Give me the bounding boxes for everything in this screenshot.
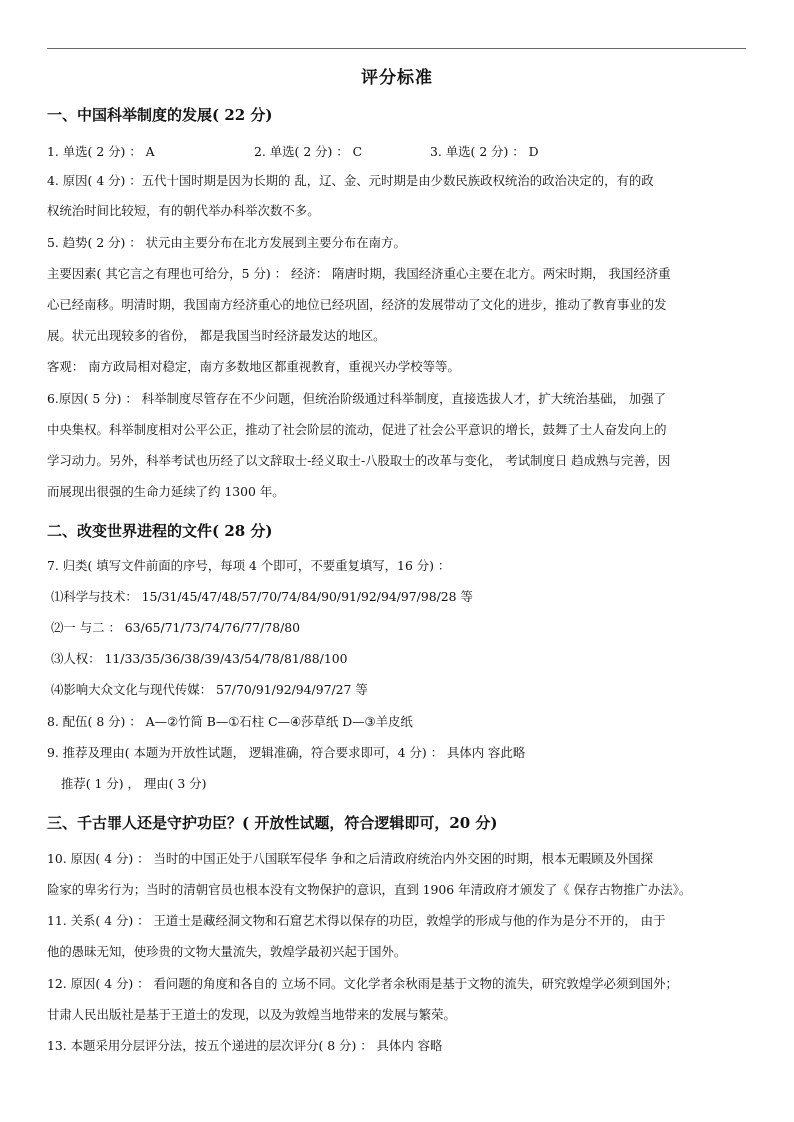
answer-q6-line2: 中央集权。科举制度相对公平公正，推动了社会阶层的流动，促进了社会公平意识的增长，鼓舞了士人奋发向上的 [47, 422, 667, 437]
answer-q11-line1: 11. 关系( 4 分) ： 王道士是藏经洞文物和石窟艺术得以保存的功臣，敦煌学的形成与他的作为是分不开的， 由于 [47, 913, 666, 928]
answer-q10-line2: 险家的卑劣行为；当时的清朝官员也根本没有文物保护的意识，直到 1906 年清政府才颁发了《 保存古物推广办法》。 [47, 882, 692, 897]
section-heading-1: 一、中国科举制度的发展( 22 分) [47, 106, 273, 124]
answer-q10-line1: 10. 原因( 4 分) ： 当时的中国正处于八国联军侵华 争和之后清政府统治内外交困的时期，根本无暇顾及外国探 [47, 851, 654, 866]
page-title: 评分标准 [361, 68, 433, 88]
answer-q8: 8. 配伍( 8 分) ： A—②竹简 B—①石柱 C—④莎草纸 D—③羊皮纸 [47, 714, 413, 729]
answer-q4-line2: 权统治时间比较短，有的朝代举办科举次数不多。 [47, 203, 320, 218]
section-heading-2: 二、改变世界进程的文件( 28 分) [47, 522, 273, 540]
answer-q5-factors-line2: 心已经南移。明清时期，我国南方经济重心的地位已经巩固，经济的发展带动了文化的进步，推动了教育事业的发 [47, 297, 667, 312]
answer-q11-line2: 他的愚昧无知，使珍贵的文物大量流失，敦煌学最初兴起于国外。 [47, 944, 407, 959]
answer-q2: 2. 单选( 2 分) ： C [254, 144, 363, 159]
answer-q13: 13. 本题采用分层评分法，按五个递进的层次评分( 8 分) ： 具体内 容略 [47, 1038, 443, 1053]
answer-q9: 9. 推荐及理由( 本题为开放性试题， 逻辑准确，符合要求即可，4 分) ： 具体内 容此略 [47, 745, 526, 760]
section-heading-3: 三、千古罪人还是守护功臣？( 开放性试题，符合逻辑即可，20 分) [47, 814, 498, 832]
answer-q5-factors-line3: 展。状元出现较多的省份， 都是我国当时经济最发达的地区。 [47, 328, 386, 343]
answer-q7-item1: ⑴科学与技术： 15/31/45/47/48/57/70/74/84/90/91/92/94/97/98/28 等 [51, 589, 473, 604]
answer-q1: 1. 单选( 2 分) ： A [47, 144, 155, 159]
answer-q12-line2: 甘肃人民出版社是基于王道士的发现，以及为敦煌当地带来的发展与繁荣。 [47, 1007, 456, 1022]
answer-q5-trend: 5. 趋势( 2 分) ： 状元由主要分布在北方发展到主要分布在南方。 [47, 235, 406, 250]
header-rule [47, 48, 746, 49]
answer-q4-line1: 4. 原因( 4 分) ：五代十国时期是因为长期的 乱，辽、金、元时期是由少数民族政权统治的政治决定的，有的政 [47, 173, 654, 188]
answer-q5-objective: 客观： 南方政局相对稳定，南方多数地区都重视教育，重视兴办学校等等。 [47, 359, 460, 374]
answer-q5-factors-line1: 主要因素( 其它言之有理也可给分，5 分) ： 经济： 隋唐时期，我国经济重心主要在北方。两宋时期， 我国经济重 [47, 266, 671, 281]
answer-q9-scoring: 推荐( 1 分) ， 理由( 3 分) [61, 776, 207, 791]
answer-q6-line3: 学习动力。另外，科举考试也历经了以文辞取士-经义取士-八股取士的改革与变化， 考试制度日 趋成熟与完善，因 [47, 453, 671, 468]
answer-q7-item3: ⑶人权： 11/33/35/36/38/39/43/54/78/81/88/100 [51, 651, 348, 666]
answer-q7-heading: 7. 归类( 填写文件前面的序号，每项 4 个即可，不要重复填写，16 分) ： [47, 558, 451, 573]
answer-q6-line4: 而展现出很强的生命力延续了约 1300 年。 [47, 484, 285, 499]
answer-q7-item4: ⑷影响大众文化与现代传媒： 57/70/91/92/94/97/27 等 [51, 682, 368, 697]
answer-q3: 3. 单选( 2 分) ： D [430, 144, 539, 159]
answer-q7-item2: ⑵一 与二 ： 63/65/71/73/74/76/77/78/80 [51, 620, 301, 635]
answer-q6-line1: 6.原因( 5 分) ： 科举制度尽管存在不少问题，但统治阶级通过科举制度，直接选拔人才，扩大统治基础， 加强了 [47, 391, 667, 406]
answer-q12-line1: 12. 原因( 4 分) ： 看问题的角度和各自的 立场不同。文化学者余秋雨是基于文物的流失，研究敦煌学必须到国外； [47, 976, 678, 991]
